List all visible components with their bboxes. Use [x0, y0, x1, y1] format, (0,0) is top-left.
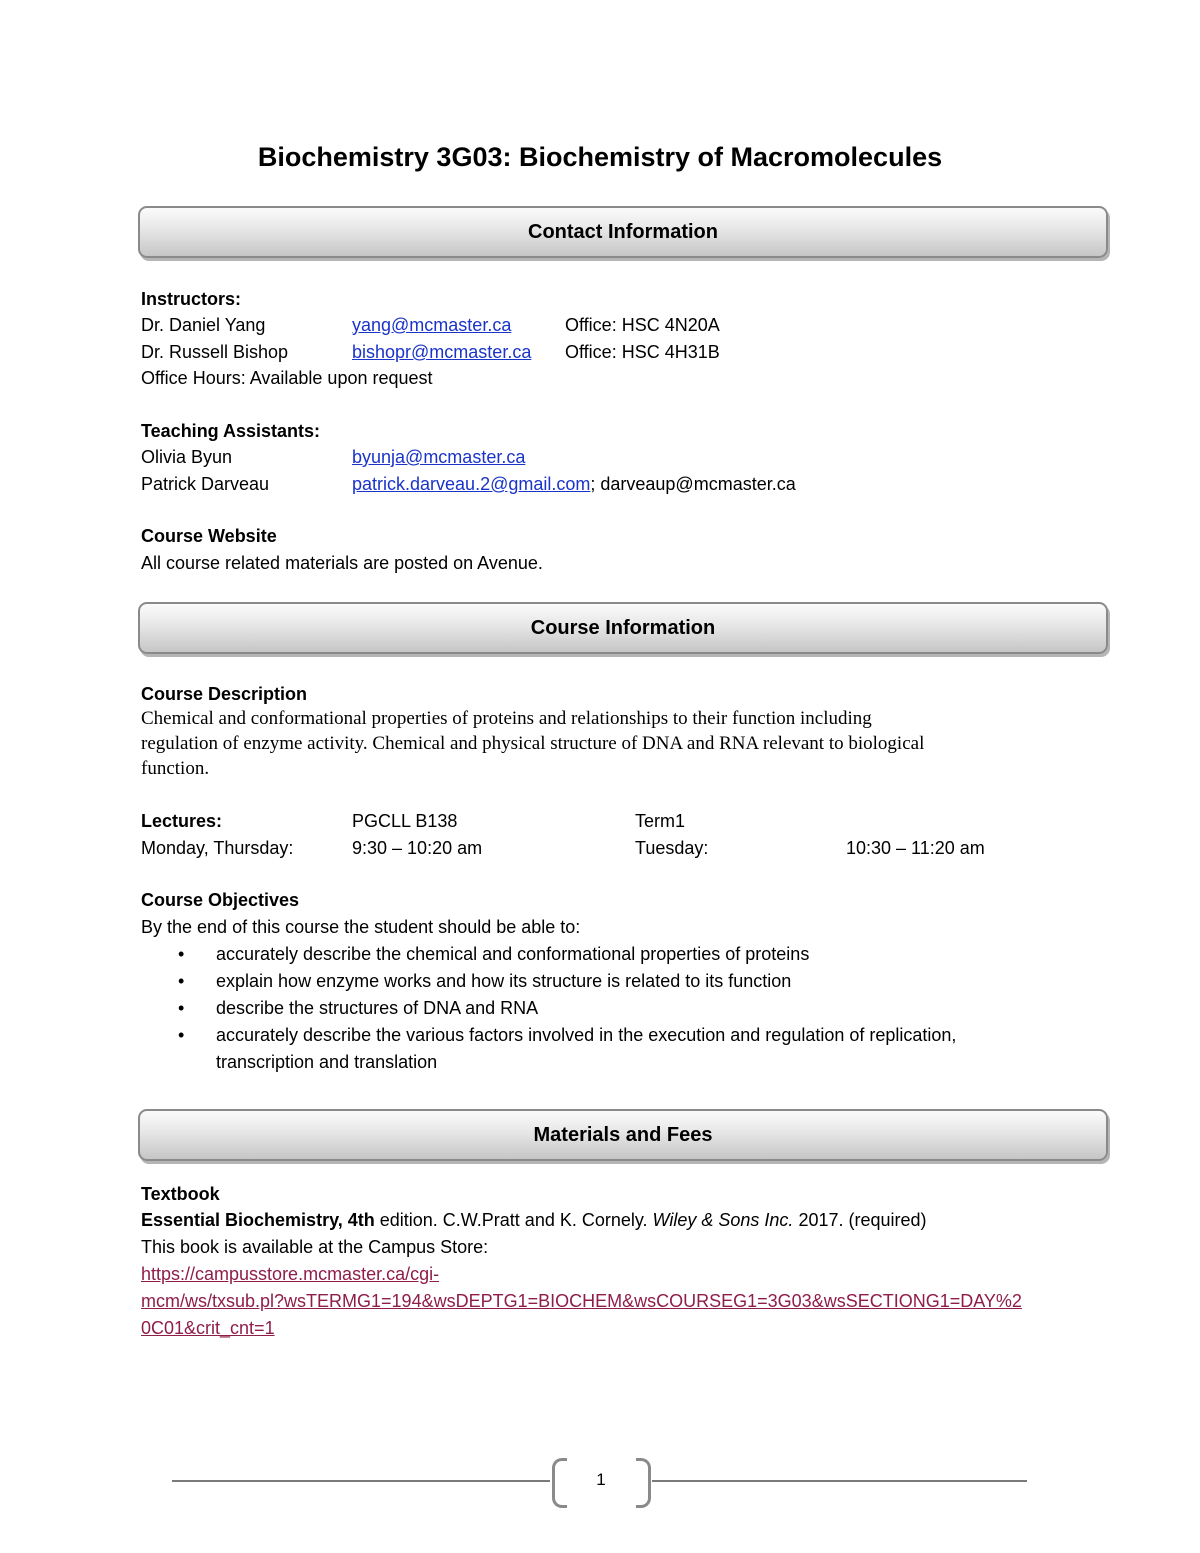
lecture-day-2: Tuesday: — [635, 838, 709, 858]
teaching-assistants-heading: Teaching Assistants: — [141, 421, 321, 441]
instructors-heading: Instructors: — [141, 289, 242, 309]
objective-item: • accurately describe the chemical and conformational properties of proteins — [141, 941, 1046, 968]
ta-email-link[interactable]: patrick.darveau.2@gmail.com — [352, 474, 591, 494]
textbook-availability: This book is available at the Campus Store: — [141, 1237, 489, 1257]
footer-rule-left — [172, 1480, 550, 1482]
instructor-office: Office: HSC 4N20A — [565, 315, 720, 335]
ta-alt-email: ; darveaup@mcmaster.ca — [590, 474, 796, 494]
campus-store-link[interactable]: https://campusstore.mcmaster.ca/cgi- — [141, 1264, 440, 1284]
description-line: Chemical and conformational properties of proteins and relationships to their function including — [141, 708, 872, 729]
instructor-email-link[interactable]: yang@mcmaster.ca — [352, 315, 512, 335]
objective-item: • explain how enzyme works and how its structure is related to its function — [141, 968, 1046, 995]
campus-store-link[interactable]: 0C01&crit_cnt=1 — [141, 1318, 275, 1338]
ta-name: Olivia Byun — [141, 447, 233, 467]
course-description-heading: Course Description — [141, 684, 308, 704]
objective-item: • describe the structures of DNA and RNA — [141, 995, 1046, 1022]
page-number: 1 — [596, 1470, 606, 1489]
textbook-publisher: Wiley & Sons Inc. — [652, 1210, 794, 1230]
footer-right-bracket — [636, 1458, 651, 1508]
description-line: function. — [141, 758, 210, 779]
course-website-heading: Course Website — [141, 526, 277, 546]
course-website-text: All course related materials are posted on Avenue. — [141, 553, 543, 573]
textbook-heading: Textbook — [141, 1184, 220, 1204]
objectives-list — [141, 941, 1046, 1076]
course-information-banner: Course Information — [138, 602, 1108, 654]
lecture-term: Term1 — [635, 811, 686, 831]
page-title: Biochemistry 3G03: Biochemistry of Macromolecules — [257, 142, 943, 172]
instructor-name: Dr. Daniel Yang — [141, 315, 266, 335]
textbook-year: 2017. (required) — [793, 1210, 927, 1230]
ta-name: Patrick Darveau — [141, 474, 270, 494]
lecture-time: 9:30 – 10:20 am — [352, 838, 483, 858]
textbook-title: Essential Biochemistry, 4th — [141, 1210, 375, 1230]
instructor-name: Dr. Russell Bishop — [141, 342, 289, 362]
lecture-room: PGCLL B138 — [352, 811, 458, 831]
course-description-text — [141, 706, 924, 781]
objective-item: • accurately describe the various factors involved in the execution and regulation of replication, transcription and translation — [141, 1022, 1046, 1076]
ta-contact — [352, 471, 796, 497]
instructor-office: Office: HSC 4H31B — [565, 342, 720, 362]
instructor-email-link[interactable]: bishopr@mcmaster.ca — [352, 342, 532, 362]
lectures-label: Lectures: — [141, 811, 223, 831]
description-line: regulation of enzyme activity. Chemical and physical structure of DNA and RNA relevant to biological — [141, 733, 925, 754]
objectives-intro: By the end of this course the student should be able to: — [141, 917, 581, 937]
contact-information-banner: Contact Information — [138, 206, 1108, 258]
footer-rule-right — [652, 1480, 1027, 1482]
materials-and-fees-banner: Materials and Fees — [138, 1109, 1108, 1161]
ta-email-link[interactable]: byunja@mcmaster.ca — [352, 447, 526, 467]
lecture-time-2: 10:30 – 11:20 am — [846, 838, 985, 858]
lecture-days: Monday, Thursday: — [141, 838, 294, 858]
textbook-citation — [141, 1207, 927, 1233]
textbook-edition: edition. C.W.Pratt and K. Cornely. — [374, 1210, 653, 1230]
office-hours: Office Hours: Available upon request — [141, 368, 433, 388]
course-objectives-heading: Course Objectives — [141, 890, 300, 910]
campus-store-link[interactable]: mcm/ws/txsub.pl?wsTERMG1=194&wsDEPTG1=BIOCHEM&wsCOURSEG1=3G03&wsSECTIONG1=DAY%2 — [141, 1291, 1022, 1311]
